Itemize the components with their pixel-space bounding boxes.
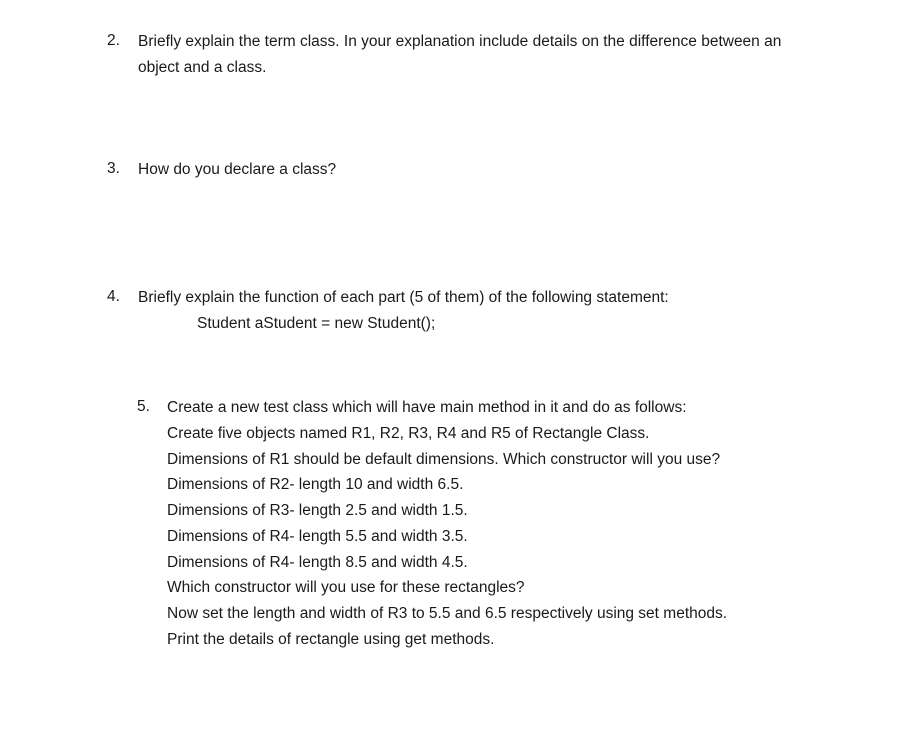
code-statement: Student aStudent = new Student(); bbox=[197, 315, 436, 332]
question-text-line: Now set the length and width of R3 to 5.5 and 6.5 respectively using set methods. bbox=[167, 605, 728, 622]
question-text-line: object and a class. bbox=[138, 59, 267, 76]
question-text-line: Create five objects named R1, R2, R3, R4 and R5 of Rectangle Class. bbox=[167, 425, 650, 442]
question-number: 4. bbox=[107, 288, 120, 305]
question-text-line: Briefly explain the term class. In your explanation include details on the difference between an bbox=[138, 33, 782, 50]
question-text-line: How do you declare a class? bbox=[138, 161, 337, 178]
question-text-line: Dimensions of R4- length 5.5 and width 3.5. bbox=[167, 528, 468, 545]
question-text-line: Create a new test class which will have main method in it and do as follows: bbox=[167, 399, 687, 416]
question-text-line: Dimensions of R2- length 10 and width 6.5. bbox=[167, 476, 464, 493]
question-text-line: Which constructor will you use for these rectangles? bbox=[167, 579, 525, 596]
question-number: 2. bbox=[107, 32, 120, 49]
question-text-line: Dimensions of R4- length 8.5 and width 4.5. bbox=[167, 554, 468, 571]
question-number: 5. bbox=[137, 398, 150, 415]
question-number: 3. bbox=[107, 160, 120, 177]
question-text-line: Dimensions of R3- length 2.5 and width 1.5. bbox=[167, 502, 468, 519]
question-text-line: Print the details of rectangle using get methods. bbox=[167, 631, 495, 648]
question-text-line: Dimensions of R1 should be default dimensions. Which constructor will you use? bbox=[167, 451, 721, 468]
question-text-line: Briefly explain the function of each part (5 of them) of the following statement: bbox=[138, 289, 669, 306]
